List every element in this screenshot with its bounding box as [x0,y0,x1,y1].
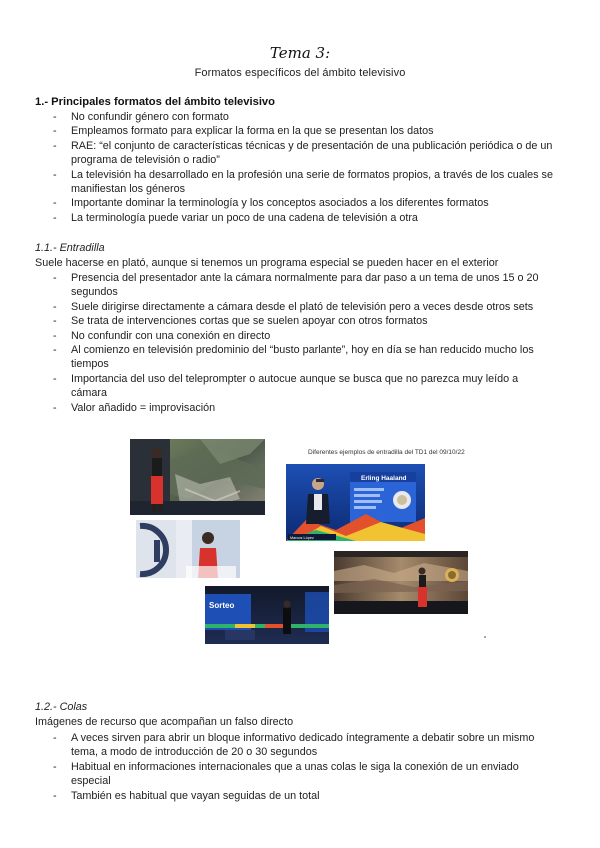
tv-screenshot-sorteo [205,586,329,644]
presenter-name-text: Marcos López [290,536,314,540]
list-item: - A veces sirven para abrir un bloque informativo dedicado íntegramente a debatir sobre un mismo tema, a modo de introducción de 20 o 30 segundos [53,732,535,759]
list-item: - RAE: “el conjunto de características técnicas y de presentación de una publicación periódica o de un programa de televisión o radio” [53,139,553,167]
bullet-dash: - [53,197,57,210]
list-item: - La televisión ha desarrollado en la profesión una serie de formatos propios, a través de los cuales se manifiestan los géneros [53,168,553,196]
list-item: - Al comienzo en televisión predominio del “busto parlante”, hoy en día se han reducido mucho los tiempos [53,344,534,371]
bullet-dash: - [53,344,57,357]
bullet-dash: - [53,168,57,181]
tv-screenshot-presenter-1 [130,439,265,515]
section12-list [53,731,553,803]
bullet-dash: - [53,401,57,414]
tv-screenshot-presenter-2 [136,520,240,578]
bullet-dash: - [53,315,57,328]
bullet-dash: - [53,125,57,138]
page-subtitle: Formatos específicos del ámbito televisivo [194,67,406,79]
tv-screenshot-presenter-3 [334,551,468,614]
stray-mark [484,636,486,638]
list-item: - La terminología puede variar un poco de una cadena de televisión a otra [53,211,418,224]
section1-list [53,110,553,225]
paragraph: Suele hacerse en plató, aunque si tenemos un programa especial se pueden hacer en el exterior [35,257,499,269]
list-item: - No confundir género con formato [53,111,229,123]
page-title: Tema 3: [269,44,331,62]
bullet-dash: - [53,760,57,773]
subsection-heading: 1.1.- Entradilla [35,242,105,254]
screen-banner-text: Erling Haaland [361,475,407,482]
bullet-dash: - [53,329,57,342]
section-heading: 1.- Principales formatos del ámbito televisivo [35,96,275,108]
list-item: - Suele dirigirse directamente a cámara desde el plató de televisión pero a veces desde otros sets [53,300,534,313]
section11-list [53,271,553,415]
bullet-dash: - [53,139,57,152]
list-item: - Se trata de intervenciones cortas que se suelen apoyar con otros formatos [53,315,428,328]
list-item: - Importante dominar la terminología y los conceptos asociados a los diferentes formatos [53,197,489,210]
list-item: - Valor añadido = improvisación [53,401,216,414]
list-item: - Habitual en informaciones internacionales que a unas colas le siga la conexión de un enviado especial [53,760,519,788]
list-item: - Importancia del uso del teleprompter o autocue aunque se busca que no parezca muy leído a cámara [53,372,519,400]
figure-caption: Diferentes ejemplos de entradilla del TD1 del 09/10/22 [308,449,465,456]
tv-screenshot-haaland [286,464,425,541]
bullet-dash: - [53,372,57,385]
bullet-dash: - [53,272,57,284]
bullet-dash: - [53,789,57,802]
bullet-dash: - [53,111,57,123]
bullet-dash: - [53,732,57,744]
list-item: - Empleamos formato para explicar la forma en la que se presentan los datos [53,125,434,138]
screen-banner-text: Sorteo [209,601,235,610]
bullet-dash: - [53,300,57,313]
list-item: - No confundir con una conexión en directo [53,329,271,342]
paragraph: Imágenes de recurso que acompañan un falso directo [35,716,294,728]
list-item: - También es habitual que vayan seguidas de un total [53,789,320,802]
subsection-heading: 1.2.- Colas [35,701,88,713]
bullet-dash: - [53,211,57,224]
list-item: - Presencia del presentador ante la cámara normalmente para dar paso a un tema de unos 15 o 20 segundos [53,272,539,299]
